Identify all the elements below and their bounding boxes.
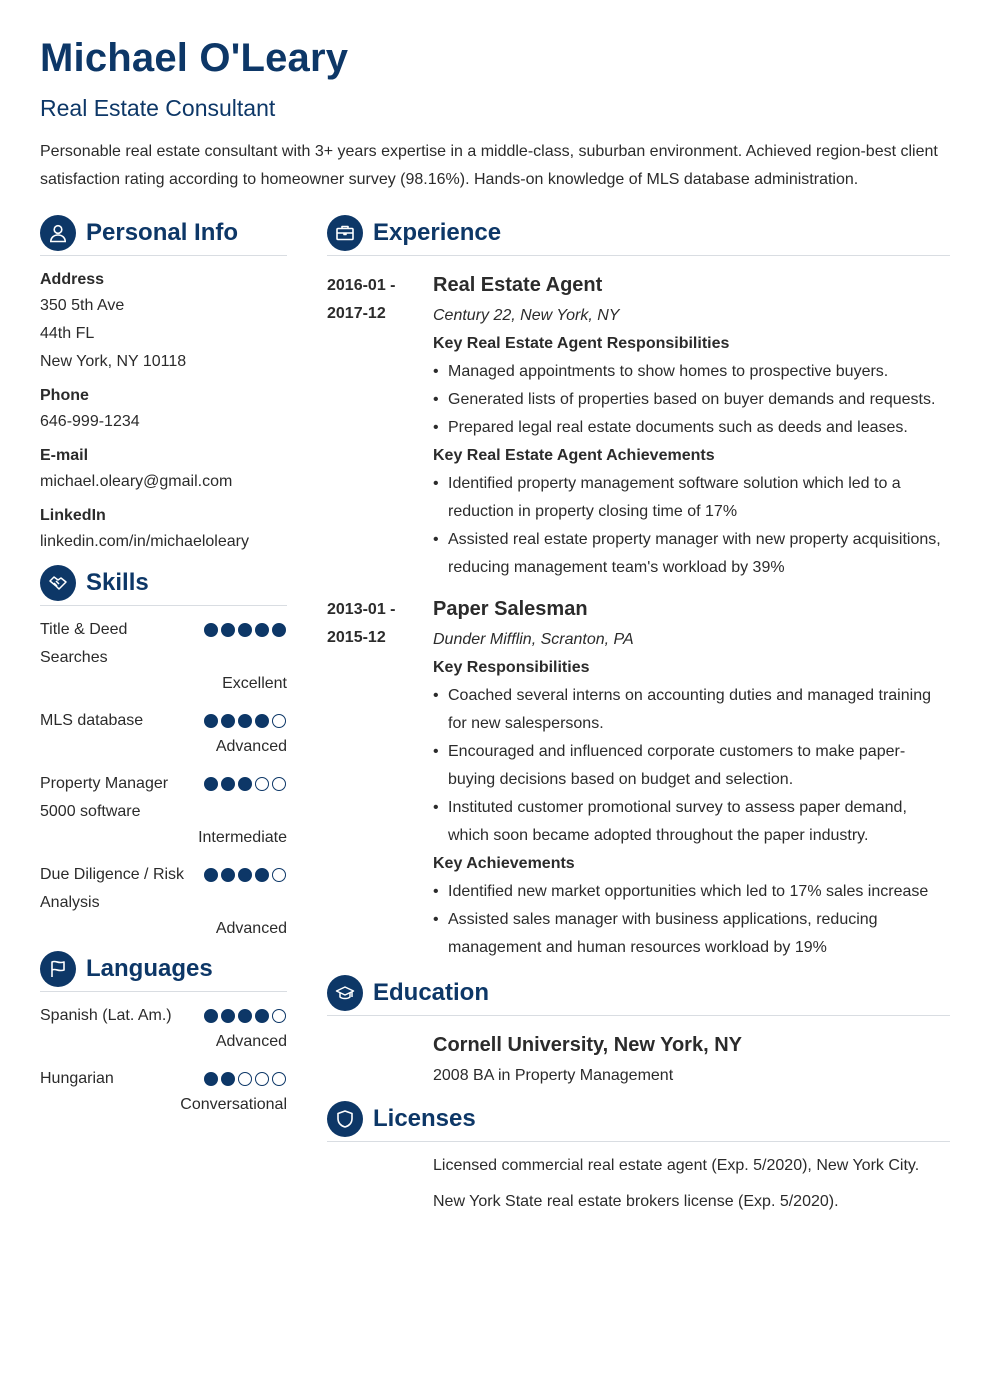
job-title: Real Estate Consultant: [40, 95, 276, 121]
address-group: [40, 268, 287, 376]
responsibilities-list: [433, 358, 950, 442]
address-line: 350 5th Ave: [40, 297, 125, 314]
job-entry: [327, 594, 950, 962]
summary: Personable real estate consultant with 3+ years expertise in a middle-class, suburban environment. Achieved region-best client satisfaction rating according to homeowner survey (98.16%). Hands-on knowledge of MLS database administration.: [40, 143, 938, 188]
rating-dot-empty: [272, 714, 286, 728]
licenses-header: [327, 1100, 950, 1142]
personal-info: [40, 268, 287, 556]
achievements-list: [433, 470, 950, 582]
rated-item-name: MLS database: [40, 712, 144, 729]
rated-item-name: Due Diligence / Risk Analysis: [40, 866, 185, 911]
rating-dot-empty: [272, 777, 286, 791]
achievements-list: [433, 878, 950, 962]
education-header: [327, 974, 950, 1016]
rating-dot-filled: [204, 777, 218, 791]
responsibility-item: • Instituted customer promotional survey to assess paper demand, which soon became adopted throughout the paper industry.: [433, 794, 950, 850]
rating-dots: [204, 1009, 286, 1023]
skills-list: [40, 616, 287, 942]
graduation-cap-icon: [327, 975, 363, 1011]
rating-dot-filled: [204, 1009, 218, 1023]
rating-dot-empty: [255, 777, 269, 791]
education-title: Education: [373, 979, 490, 1006]
languages-header: [40, 950, 287, 992]
rating-dot-filled: [221, 777, 235, 791]
personal-info-title: Personal Info: [86, 219, 239, 246]
skills-title: Skills: [86, 569, 149, 596]
rating-dot-filled: [204, 868, 218, 882]
languages-list: [40, 1002, 287, 1118]
job-entry: [327, 270, 950, 582]
job-date: [327, 596, 417, 652]
responsibility-item: • Coached several interns on accounting duties and managed training for new salespersons.: [433, 682, 950, 738]
achievement-item: • Assisted real estate property manager with new property acquisitions, reducing management team's workload by 39%: [433, 526, 950, 582]
license-item: New York State real estate brokers license (Exp. 5/2020).: [433, 1193, 839, 1210]
education-school: Cornell University, New York, NY: [433, 1034, 742, 1056]
responsibilities-heading: Key Responsibilities: [433, 659, 590, 676]
rated-item: [40, 707, 287, 760]
job-date-end: 2017-12: [327, 305, 386, 322]
rating-dot-filled: [221, 1072, 235, 1086]
rated-item: [40, 1065, 287, 1118]
address-line: New York, NY 10118: [40, 353, 187, 370]
shield-icon: [327, 1101, 363, 1137]
achievements-heading: Key Real Estate Agent Achievements: [433, 447, 715, 464]
rating-dot-empty: [272, 868, 286, 882]
rating-dots: [204, 868, 286, 882]
job-company: Century 22, New York, NY: [433, 307, 620, 324]
rating-dot-filled: [204, 623, 218, 637]
address-line: 44th FL: [40, 325, 95, 342]
rating-dot-empty: [238, 1072, 252, 1086]
rating-dot-filled: [255, 714, 269, 728]
job-date-start: 2013-01 -: [327, 601, 396, 618]
phone-value: 646-999-1234: [40, 413, 140, 430]
job-date: [327, 272, 417, 328]
rating-dot-empty: [255, 1072, 269, 1086]
job-date-end: 2015-12: [327, 629, 386, 646]
rated-item-level: Excellent: [222, 675, 287, 692]
phone-label: Phone: [40, 387, 89, 404]
email-label: E-mail: [40, 447, 89, 464]
rating-dot-filled: [238, 623, 252, 637]
responsibility-item: • Generated lists of properties based on buyer demands and requests.: [433, 386, 950, 414]
rated-item-level: Advanced: [215, 738, 287, 755]
rating-dot-filled: [221, 623, 235, 637]
responsibility-item: • Encouraged and influenced corporate customers to make paper-buying decisions based on budget and selection.: [433, 738, 950, 794]
job-position: Real Estate Agent: [433, 274, 603, 296]
linkedin-value[interactable]: linkedin.com/in/michaeloleary: [40, 533, 249, 550]
responsibility-item: • Managed appointments to show homes to prospective buyers.: [433, 358, 950, 386]
job-position: Paper Salesman: [433, 598, 588, 620]
rated-item: [40, 861, 287, 942]
right-column: [327, 214, 950, 1224]
rated-item-name: Spanish (Lat. Am.): [40, 1007, 172, 1024]
rating-dot-filled: [238, 1009, 252, 1023]
skills-header: [40, 564, 287, 606]
linkedin-label: LinkedIn: [40, 507, 106, 524]
achievement-item: • Identified property management software solution which led to a reduction in property closing time of 17%: [433, 470, 950, 526]
rating-dots: [204, 714, 286, 728]
linkedin-group: [40, 504, 287, 556]
rated-item-level: Intermediate: [198, 829, 287, 846]
rated-item-name: Property Manager 5000 software: [40, 775, 169, 820]
rating-dot-filled: [255, 623, 269, 637]
rating-dot-filled: [238, 714, 252, 728]
phone-group: [40, 384, 287, 436]
handshake-icon: [40, 565, 76, 601]
rating-dot-empty: [272, 1009, 286, 1023]
responsibility-item: • Prepared legal real estate documents such as deeds and leases.: [433, 414, 950, 442]
left-column: [40, 214, 287, 1118]
personal-info-header: [40, 214, 287, 256]
languages-title: Languages: [86, 955, 213, 982]
person-icon: [40, 215, 76, 251]
briefcase-icon: [327, 215, 363, 251]
jobs-list: [327, 270, 950, 962]
rating-dot-filled: [221, 868, 235, 882]
rated-item-level: Conversational: [180, 1096, 287, 1113]
rated-item-level: Advanced: [215, 920, 287, 937]
rating-dot-empty: [272, 1072, 286, 1086]
rated-item-level: Advanced: [215, 1033, 287, 1050]
email-value[interactable]: michael.oleary@gmail.com: [40, 473, 233, 490]
rating-dots: [204, 777, 286, 791]
email-group: [40, 444, 287, 496]
licenses-title: Licenses: [373, 1105, 476, 1132]
responsibilities-heading: Key Real Estate Agent Responsibilities: [433, 335, 730, 352]
education-entry: [327, 1030, 950, 1090]
rated-item-name: Title & Deed Searches: [40, 621, 128, 666]
job-date-start: 2016-01 -: [327, 277, 396, 294]
rating-dot-filled: [255, 868, 269, 882]
licenses-list: [327, 1152, 950, 1216]
candidate-name: Michael O'Leary: [40, 36, 349, 80]
rating-dots: [204, 1072, 286, 1086]
address-label: Address: [40, 271, 105, 288]
rating-dot-filled: [238, 777, 252, 791]
rated-item: [40, 616, 287, 697]
job-company: Dunder Mifflin, Scranton, PA: [433, 631, 634, 648]
rating-dot-filled: [221, 714, 235, 728]
rating-dot-filled: [204, 714, 218, 728]
rating-dot-filled: [221, 1009, 235, 1023]
experience-title: Experience: [373, 219, 502, 246]
rating-dot-filled: [238, 868, 252, 882]
rating-dot-filled: [204, 1072, 218, 1086]
rated-item-name: Hungarian: [40, 1070, 114, 1087]
achievements-heading: Key Achievements: [433, 855, 575, 872]
license-item: Licensed commercial real estate agent (Exp. 5/2020), New York City.: [433, 1157, 920, 1174]
flag-icon: [40, 951, 76, 987]
achievement-item: • Identified new market opportunities which led to 17% sales increase: [433, 878, 950, 906]
education-degree: 2008 BA in Property Management: [433, 1067, 674, 1084]
rating-dots: [204, 623, 286, 637]
rating-dot-filled: [272, 623, 286, 637]
responsibilities-list: [433, 682, 950, 850]
experience-header: [327, 214, 950, 256]
rated-item: [40, 1002, 287, 1055]
rating-dot-filled: [255, 1009, 269, 1023]
rated-item: [40, 770, 287, 851]
achievement-item: • Assisted sales manager with business applications, reducing management and human resources workload by 19%: [433, 906, 950, 962]
